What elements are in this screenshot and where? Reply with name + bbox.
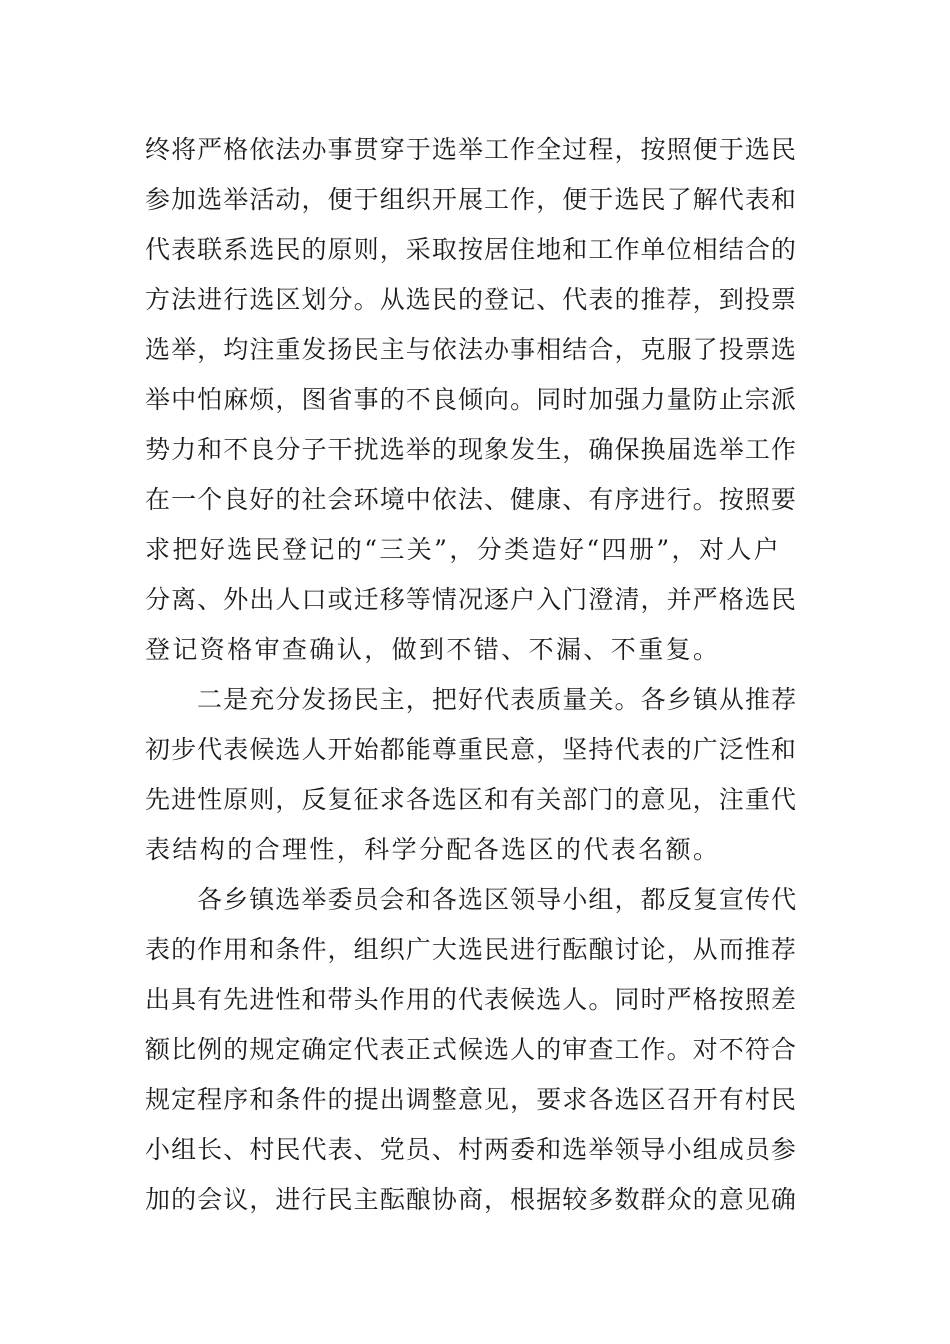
text-line: 初步代表候选人开始都能尊重民意，坚持代表的广泛性和 <box>145 735 798 764</box>
text-line: 二是充分发扬民主，把好代表质量关。各乡镇从推荐 <box>197 685 798 714</box>
paragraph-2 <box>145 675 798 875</box>
text-line: 表的作用和条件，组织广大选民进行酝酿讨论，从而推荐 <box>145 935 798 964</box>
text-line: 分离、外出人口或迁移等情况逐户入门澄清，并严格选民 <box>145 585 798 614</box>
text-line: 求把好选民登记的“三关”，分类造好“四册”，对人户 <box>145 535 782 564</box>
text-line: 先进性原则，反复征求各选区和有关部门的意见，注重代 <box>145 785 798 814</box>
text-line: 终将严格依法办事贯穿于选举工作全过程，按照便于选民 <box>145 135 798 164</box>
text-line: 加的会议，进行民主酝酿协商，根据较多数群众的意见确 <box>145 1185 798 1214</box>
text-line: 登记资格审查确认，做到不错、不漏、不重复。 <box>145 635 721 664</box>
text-line: 在一个良好的社会环境中依法、健康、有序进行。按照要 <box>145 485 798 514</box>
document-body <box>145 125 798 1225</box>
text-line: 势力和不良分子干扰选举的现象发生，确保换届选举工作 <box>145 435 798 464</box>
text-line: 选举，均注重发扬民主与依法办事相结合，克服了投票选 <box>145 335 798 364</box>
text-line: 小组长、村民代表、党员、村两委和选举领导小组成员参 <box>145 1135 798 1164</box>
text-line: 额比例的规定确定代表正式候选人的审查工作。对不符合 <box>145 1035 798 1064</box>
text-line: 出具有先进性和带头作用的代表候选人。同时严格按照差 <box>145 985 798 1014</box>
paragraph-1 <box>145 125 798 675</box>
text-line: 举中怕麻烦，图省事的不良倾向。同时加强力量防止宗派 <box>145 385 798 414</box>
paragraph-3 <box>145 875 798 1225</box>
text-line: 各乡镇选举委员会和各选区领导小组，都反复宣传代 <box>197 885 798 914</box>
text-line: 方法进行选区划分。从选民的登记、代表的推荐，到投票 <box>145 285 798 314</box>
text-line: 表结构的合理性，科学分配各选区的代表名额。 <box>145 835 721 864</box>
text-line: 参加选举活动，便于组织开展工作，便于选民了解代表和 <box>145 185 798 214</box>
text-line: 代表联系选民的原则，采取按居住地和工作单位相结合的 <box>145 235 798 264</box>
text-line: 规定程序和条件的提出调整意见，要求各选区召开有村民 <box>145 1085 798 1114</box>
